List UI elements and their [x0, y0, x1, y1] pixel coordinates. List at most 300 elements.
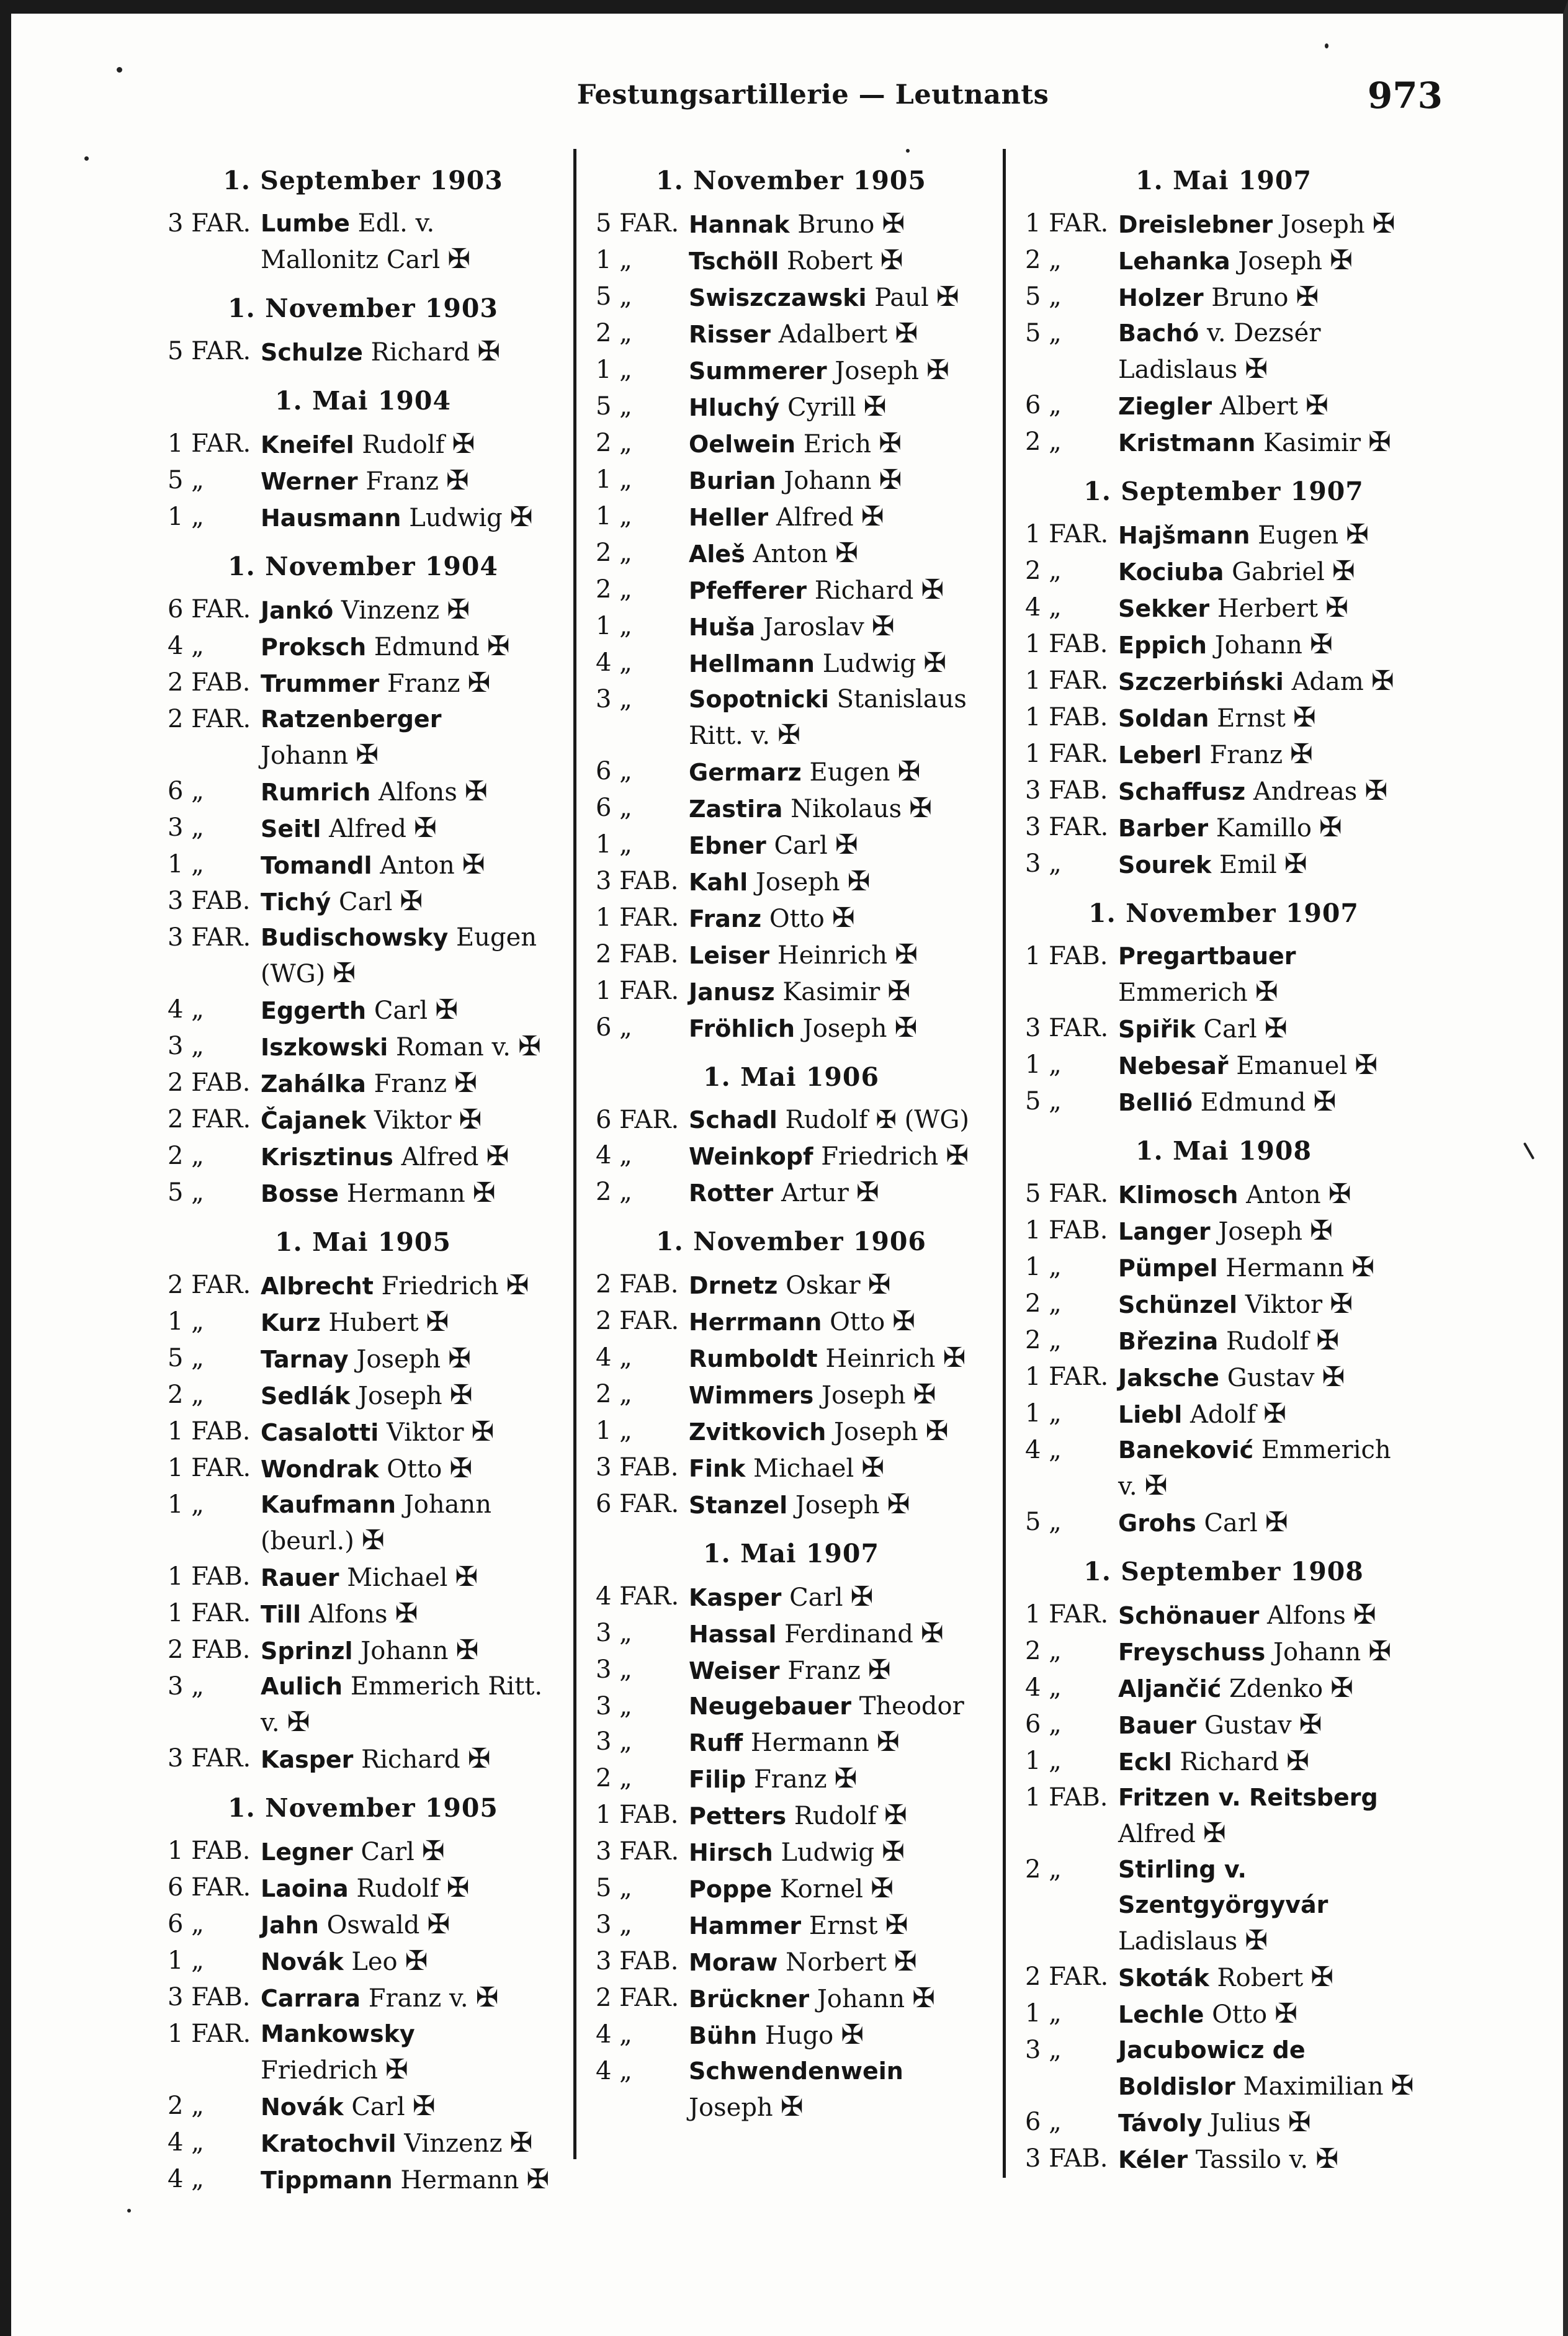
list-entry [596, 1175, 987, 1211]
entry-surname: Budischowsky [261, 924, 449, 951]
list-entry [168, 1870, 558, 1907]
entry-unit: 2 „ [596, 1178, 632, 1206]
cross-icon: ✠ [452, 428, 475, 460]
section-heading: 1. September 1903 [223, 166, 503, 195]
entry-given-name: Andreas [1253, 777, 1358, 806]
entry-unit: 2 „ [596, 1764, 632, 1792]
entry-unit: 1 FAR. [596, 977, 679, 1005]
entry-surname: Schwendenwein [689, 2057, 903, 2085]
list-entry [1025, 1084, 1422, 1121]
entry-name [689, 1340, 987, 1377]
entry-surname: Jankó [261, 597, 334, 624]
list-entry [1025, 1286, 1422, 1323]
entry-name [1118, 206, 1422, 243]
entry-name [261, 992, 558, 1029]
entry-name [1118, 1780, 1422, 1852]
cross-icon: ✠ [1353, 1599, 1376, 1631]
entry-unit: 3 „ [1025, 2036, 1062, 2064]
entry-surname: Rumrich [261, 779, 371, 806]
entry-given-name: Alfred [1118, 1820, 1196, 1848]
list-entry [168, 1741, 558, 1778]
entry-surname: Pregartbauer [1118, 942, 1296, 970]
cross-icon: ✠ [894, 1946, 917, 1977]
cross-icon: ✠ [454, 1067, 477, 1099]
entry-surname: Seitl [261, 815, 321, 843]
list-entry [596, 1450, 987, 1487]
cross-icon: ✠ [923, 647, 947, 679]
list-entry [168, 810, 558, 847]
list-entry [596, 352, 987, 389]
entry-name [1118, 1084, 1422, 1121]
entry-surname: Carrara [261, 1985, 361, 2012]
entry-given-name: Gustav [1204, 1711, 1292, 1740]
entry-name [1118, 736, 1422, 773]
list-entry [1025, 1433, 1422, 1505]
cross-icon: ✠ [477, 336, 501, 367]
entry-name [1118, 1047, 1422, 1084]
list-entry [1025, 388, 1422, 424]
entry-surname: Legner [261, 1838, 353, 1866]
entry-given-name: Ludwig [409, 504, 503, 532]
entry-given-name: Johann [261, 741, 349, 770]
list-entry [1025, 1780, 1422, 1852]
entry-unit: 5 FAR. [1025, 1179, 1109, 1208]
entry-name [1118, 1743, 1422, 1780]
cross-icon: ✠ [486, 1140, 509, 1172]
list-entry [596, 790, 987, 827]
entry-given-name: Otto [830, 1308, 885, 1336]
cross-icon: ✠ [936, 281, 959, 313]
section-heading: 1. September 1908 [1083, 1557, 1364, 1586]
entry-surname: Jacubowicz de Boldislor [1118, 2036, 1306, 2100]
entry-surname: Krisztinus [261, 1143, 393, 1171]
entry-unit: 2 FAR. [168, 705, 251, 733]
cross-icon: ✠ [1316, 1325, 1340, 1356]
entry-surname: Ebner [689, 832, 766, 859]
cross-icon: ✠ [882, 208, 905, 239]
list-entry [168, 2125, 558, 2162]
list-entry [596, 1616, 987, 1652]
entry-surname: Lumbe [261, 210, 350, 237]
entry-name [1118, 1505, 1422, 1541]
entry-given-name: Joseph [1280, 210, 1365, 239]
list-entry [596, 535, 987, 572]
entry-unit: 1 „ [168, 1946, 204, 1975]
entry-name [1118, 2033, 1422, 2105]
cross-icon: ✠ [421, 1835, 445, 1867]
list-entry [1025, 517, 1422, 553]
cross-icon: ✠ [879, 464, 902, 496]
list-entry [168, 1304, 558, 1341]
entry-surname: Hausmann [261, 504, 401, 532]
cross-icon: ✠ [1330, 1672, 1353, 1704]
entry-given-name: Franz [387, 669, 460, 698]
entry-given-name: Carl [361, 1838, 414, 1866]
entry-name [1118, 773, 1422, 810]
entry-surname: Hammer [689, 1912, 802, 1940]
entry-given-name: Otto [387, 1455, 442, 1483]
cross-icon: ✠ [526, 2164, 550, 2195]
entry-surname: Sprinzl [261, 1637, 353, 1665]
entry-name [689, 206, 987, 243]
column-3 [1025, 163, 1422, 2178]
entry-name [261, 1907, 558, 1943]
entry-surname: Skoták [1118, 1964, 1209, 1992]
list-entry [596, 609, 987, 645]
entry-surname: Nebesař [1118, 1052, 1229, 1080]
list-entry [596, 1010, 987, 1047]
list-entry [596, 1944, 987, 1980]
entry-surname: Fröhlich [689, 1015, 795, 1042]
entry-unit: 2 „ [1025, 1326, 1062, 1354]
entry-name [689, 243, 987, 279]
entry-given-name: Heinrich [825, 1345, 936, 1373]
entry-unit: 1 FAB. [168, 1837, 251, 1865]
entry-surname: Sopotnicki [689, 686, 829, 713]
cross-icon: ✠ [448, 1343, 471, 1374]
entry-given-name: Rudolf [794, 1802, 877, 1830]
cross-icon: ✠ [1275, 1998, 1297, 2029]
cross-icon: ✠ [895, 939, 918, 970]
entry-name [689, 1689, 987, 1724]
entry-given-name: Franz [365, 467, 439, 496]
cross-icon: ✠ [486, 630, 510, 662]
list-entry [168, 2016, 558, 2088]
list-entry [1025, 1505, 1422, 1541]
entry-surname: Huša [689, 614, 756, 641]
entry-name [261, 426, 558, 463]
section-heading: 1. Mai 1906 [703, 1062, 879, 1092]
entry-surname: Risser [689, 321, 771, 348]
list-entry [596, 645, 987, 682]
entry-unit: 2 „ [596, 429, 632, 457]
entry-name [689, 1304, 987, 1340]
entry-surname: Spiřik [1118, 1016, 1196, 1043]
entry-surname: Aljančić [1118, 1675, 1222, 1703]
list-entry [168, 1139, 558, 1175]
list-entry [596, 864, 987, 900]
list-entry [596, 1413, 987, 1450]
entry-name [689, 1010, 987, 1047]
entry-surname: Casalotti [261, 1419, 379, 1446]
list-entry [596, 1689, 987, 1724]
entry-unit: 2 FAR. [168, 1271, 251, 1299]
entry-unit: 5 FAR. [596, 209, 679, 238]
section-heading: 1. November 1907 [1088, 898, 1359, 928]
cross-icon: ✠ [449, 1452, 473, 1484]
entry-surname: Březina [1118, 1328, 1219, 1355]
cross-icon: ✠ [856, 1176, 879, 1208]
entry-unit: 4 „ [596, 648, 632, 677]
entry-given-name: Carl [1204, 1509, 1258, 1537]
entry-unit: 3 FAB. [1025, 2144, 1108, 2173]
entry-name [689, 827, 987, 864]
list-entry [596, 1871, 987, 1907]
list-entry [168, 2162, 558, 2198]
entry-unit: 4 „ [168, 632, 204, 660]
entry-surname: Aleš [689, 540, 745, 568]
entry-surname: Jahn [261, 1912, 319, 1939]
list-entry [596, 389, 987, 426]
list-entry [596, 316, 987, 352]
entry-unit: 4 „ [596, 1141, 632, 1170]
entry-name [689, 864, 987, 900]
entry-name [1118, 424, 1422, 461]
entry-surname: Stanzel [689, 1492, 788, 1519]
entry-given-name: Hermann [346, 1179, 465, 1208]
list-entry [168, 1632, 558, 1669]
entry-unit: 1 „ [168, 1490, 204, 1519]
entry-unit: 4 „ [1025, 1673, 1062, 1702]
list-entry [1025, 243, 1422, 279]
entry-given-name: Richard [370, 338, 470, 367]
entry-unit: 2 „ [596, 1380, 632, 1408]
entry-surname: Rauer [261, 1564, 339, 1591]
entry-surname: Till [261, 1601, 301, 1628]
list-entry [168, 920, 558, 992]
entry-given-name: Adolf [1189, 1400, 1257, 1429]
cross-icon: ✠ [1325, 592, 1348, 624]
entry-surname: Novák [261, 2093, 344, 2121]
entry-given-name: Richard [361, 1745, 460, 1774]
entry-unit: 2 FAR. [596, 1307, 679, 1335]
entry-unit: 5 „ [596, 282, 632, 311]
entry-surname: Zahálka [261, 1070, 366, 1098]
entry-unit: 6 „ [596, 1013, 632, 1042]
entry-given-name: Hermann [750, 1729, 869, 1757]
cross-icon: ✠ [455, 1634, 479, 1666]
entry-unit: 2 FAB. [168, 1636, 251, 1664]
entry-name [1118, 1852, 1422, 1959]
cross-icon: ✠ [887, 975, 911, 1007]
entry-surname: Hannak [689, 211, 790, 238]
entry-given-name: Emmerich [1118, 978, 1248, 1007]
entry-surname: Proksch [261, 633, 367, 661]
entry-name [261, 592, 558, 629]
entry-given-name: Anton [1246, 1181, 1321, 1209]
cross-icon: ✠ [1346, 519, 1369, 550]
entry-name [261, 1833, 558, 1870]
list-entry [1025, 810, 1422, 846]
entry-given-name: Alfons [1267, 1601, 1346, 1630]
entry-surname: Kristmann [1118, 429, 1256, 457]
section-heading: 1. November 1904 [228, 552, 498, 581]
entry-unit: 1 FAR. [1025, 209, 1109, 238]
entry-name [261, 1669, 558, 1741]
cross-icon: ✠ [1286, 1745, 1310, 1777]
cross-icon: ✠ [909, 792, 933, 824]
entry-unit: 1 „ [1025, 1747, 1062, 1775]
entry-name [261, 665, 558, 702]
entry-given-name: Ladislaus [1118, 1927, 1238, 1956]
entry-given-name: Carl [1203, 1015, 1257, 1044]
entry-name [261, 702, 558, 774]
list-entry [1025, 846, 1422, 883]
list-entry [1025, 424, 1422, 461]
entry-given-name: Carl [339, 888, 393, 916]
entry-name [1118, 1959, 1422, 1996]
entry-name [689, 1579, 987, 1616]
entry-unit: 3 FAB. [168, 887, 251, 915]
entry-given-name: Herbert [1217, 594, 1319, 623]
entry-name [1118, 2141, 1422, 2178]
cross-icon: ✠ [1299, 1709, 1322, 1740]
entry-name [1118, 243, 1422, 279]
entry-name [261, 334, 558, 370]
cross-icon: ✠ [1245, 353, 1268, 385]
cross-icon: ✠ [1364, 775, 1388, 807]
cross-icon: ✠ [1332, 555, 1355, 587]
entry-name [689, 389, 987, 426]
entry-given-name: Franz [374, 1070, 447, 1098]
entry-name [1118, 553, 1422, 590]
entry-given-name: Otto [1212, 2000, 1268, 2029]
entry-surname: Janusz [689, 978, 775, 1006]
entry-given-name: Eugen [809, 758, 890, 787]
entry-surname: Soldan [1118, 705, 1209, 732]
entry-name [1118, 388, 1422, 424]
entry-name [261, 1175, 558, 1212]
entry-given-name: Friedrich [821, 1142, 939, 1171]
entry-surname: Weiser [689, 1657, 780, 1685]
entry-surname: Eckl [1118, 1748, 1172, 1776]
list-entry [596, 1304, 987, 1340]
list-entry [168, 847, 558, 884]
entry-unit: 3 FAB. [596, 1947, 679, 1976]
entry-given-name: Hubert [328, 1309, 419, 1337]
entry-given-name: Emmerich Ritt. v. [261, 1672, 543, 1737]
entry-surname: Schaffusz [1118, 778, 1246, 805]
entry-given-name: Kornel [779, 1875, 864, 1904]
entry-name [261, 206, 558, 278]
entry-unit: 1 FAR. [1025, 666, 1109, 695]
entry-given-name: Nikolaus [791, 795, 902, 823]
cross-icon: ✠ [1245, 1925, 1268, 1956]
cross-icon: ✠ [1296, 281, 1319, 313]
entry-surname: Leiser [689, 942, 770, 969]
entry-surname: Schönauer [1118, 1602, 1260, 1629]
entry-given-name: Tassilo v. [1195, 2146, 1309, 2174]
entry-given-name: Emanuel [1236, 1052, 1348, 1080]
cross-icon: ✠ [1328, 1178, 1351, 1210]
entry-name [1118, 517, 1422, 553]
entry-given-name: Norbert [786, 1948, 887, 1977]
entry-name [261, 1451, 558, 1487]
cross-icon: ✠ [780, 2091, 804, 2123]
entry-unit: 3 FAB. [596, 1453, 679, 1482]
entry-unit: 3 „ [168, 813, 204, 842]
list-entry [168, 884, 558, 920]
cross-icon: ✠ [946, 1140, 969, 1171]
entry-given-name: Kamillo [1216, 814, 1312, 843]
entry-surname: Bachó [1118, 320, 1199, 347]
cross-icon: ✠ [1313, 1086, 1337, 1117]
entry-given-name: Bruno [797, 210, 875, 239]
entry-unit: 2 „ [596, 539, 632, 567]
cross-icon: ✠ [1372, 208, 1396, 239]
list-entry [596, 499, 987, 535]
entry-name [689, 973, 987, 1010]
entry-given-name: Jaroslav [763, 613, 864, 642]
entry-name [261, 1487, 558, 1559]
entry-unit: 3 FAR. [596, 1837, 679, 1866]
entry-unit: 6 FAR. [596, 1490, 679, 1518]
entry-given-name: Anton [380, 851, 455, 880]
cross-icon: ✠ [385, 2054, 408, 2085]
cross-icon: ✠ [1309, 629, 1333, 660]
entry-surname: Grohs [1118, 1510, 1196, 1537]
entry-unit: 6 „ [1025, 391, 1062, 419]
entry-name [689, 682, 987, 754]
entry-surname: Baneković [1118, 1436, 1254, 1464]
entry-given-name: Otto [769, 905, 825, 933]
entry-given-name: Hermann [1225, 1254, 1345, 1282]
entry-surname: Lehanka [1118, 248, 1230, 275]
entry-given-name: Robert [1217, 1964, 1304, 1992]
cross-icon: ✠ [449, 1379, 473, 1411]
cross-icon: ✠ [1264, 1013, 1288, 1044]
entry-surname: Swiszczawski [689, 284, 867, 311]
entry-name [689, 1834, 987, 1871]
entry-name [1118, 1323, 1422, 1359]
cross-icon: ✠ [475, 1982, 499, 2013]
entry-given-name: Franz [753, 1765, 827, 1794]
entry-surname: Bauer [1118, 1712, 1197, 1739]
cross-icon: ✠ [876, 1726, 900, 1758]
list-entry [596, 462, 987, 499]
entry-unit: 6 „ [1025, 2108, 1062, 2136]
entry-name [1118, 700, 1422, 736]
entry-surname: Burian [689, 467, 776, 494]
entry-unit: 1 FAB. [1025, 1216, 1108, 1245]
cross-icon: ✠ [850, 1581, 874, 1613]
entry-unit: 6 FAR. [168, 595, 251, 624]
list-entry [596, 754, 987, 790]
entry-unit: 6 „ [1025, 1710, 1062, 1739]
entry-given-name: Albert [1219, 392, 1298, 421]
entry-surname: Laoina [261, 1875, 349, 1902]
list-entry [596, 1834, 987, 1871]
entry-name [689, 1487, 987, 1523]
entry-given-name: Alfons [308, 1600, 388, 1629]
entry-name [689, 499, 987, 535]
list-entry [168, 1833, 558, 1870]
cross-icon: ✠ [427, 1909, 450, 1940]
entry-surname: Tarnay [261, 1346, 349, 1373]
list-entry [596, 279, 987, 316]
cross-icon: ✠ [912, 1982, 935, 2014]
entry-given-name: Richard [1180, 1748, 1279, 1776]
cross-icon: ✠ [926, 354, 949, 386]
entry-surname: Kociuba [1118, 558, 1224, 586]
entry-given-name: Friedrich [381, 1272, 499, 1300]
entry-surname: Drnetz [689, 1272, 778, 1299]
list-entry [168, 1341, 558, 1377]
cross-icon: ✠ [1330, 1288, 1353, 1320]
entry-surname: Bühn [689, 2022, 758, 2049]
entry-surname: Bosse [261, 1180, 339, 1207]
entry-name [1118, 663, 1422, 700]
entry-surname: Zvitkovich [689, 1418, 827, 1446]
cross-icon: ✠ [867, 1269, 891, 1300]
cross-icon: ✠ [861, 501, 884, 532]
cross-icon: ✠ [1310, 1215, 1333, 1246]
entry-surname: Hluchý [689, 394, 780, 421]
cross-icon: ✠ [834, 1763, 858, 1794]
entry-name [261, 1102, 558, 1139]
entry-name [689, 1175, 987, 1211]
cross-icon: ✠ [1305, 390, 1328, 421]
